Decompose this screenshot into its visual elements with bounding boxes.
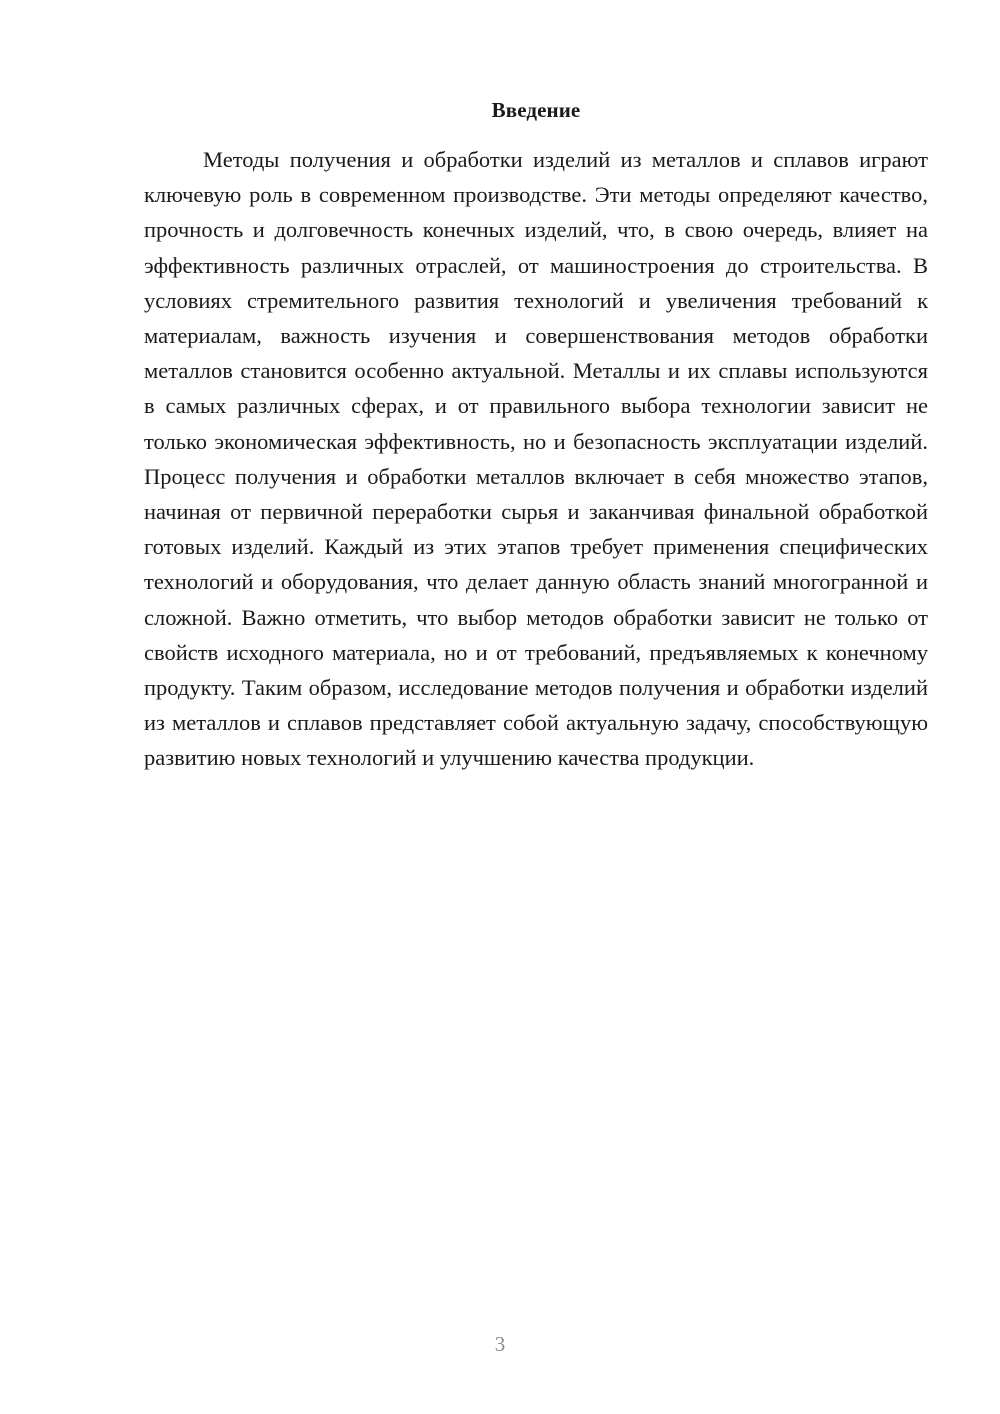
- page-number: 3: [494, 1332, 506, 1356]
- page-content: [144, 90, 928, 776]
- section-heading: Введение: [491, 98, 581, 122]
- body-paragraph: Методы получения и обработки изделий из металлов и сплавов играют ключевую роль в современном производстве. Эти методы определяют качество, прочность и долговечность конечных изделий, что, в свою очередь, влияет на эффективность различных отраслей, от машиностроения до строительства. В условиях стремительного развития технологий и увеличения требований к материалам, важность изучения и совершенствования методов обработки металлов становится особенно актуальной. Металлы и их сплавы используются в самых различных сферах, и от правильного выбора технологии зависит не только экономическая эффективность, но и безопасность эксплуатации изделий. Процесс получения и обработки металлов включает в себя множество этапов, начиная от первичной переработки сырья и заканчивая финальной обработкой готовых изделий. Каждый из этих этапов требует применения специфических технологий и оборудования, что делает данную область знаний многогранной и сложной. Важно отметить, что выбор методов обработки зависит не только от свойств исходного материала, но и от требований, предъявляемых к конечному продукту. Таким образом, исследование методов получения и обработки изделий из металлов и сплавов представляет собой актуальную задачу, способствующую развитию новых технологий и улучшению качества продукции.: [144, 147, 928, 771]
